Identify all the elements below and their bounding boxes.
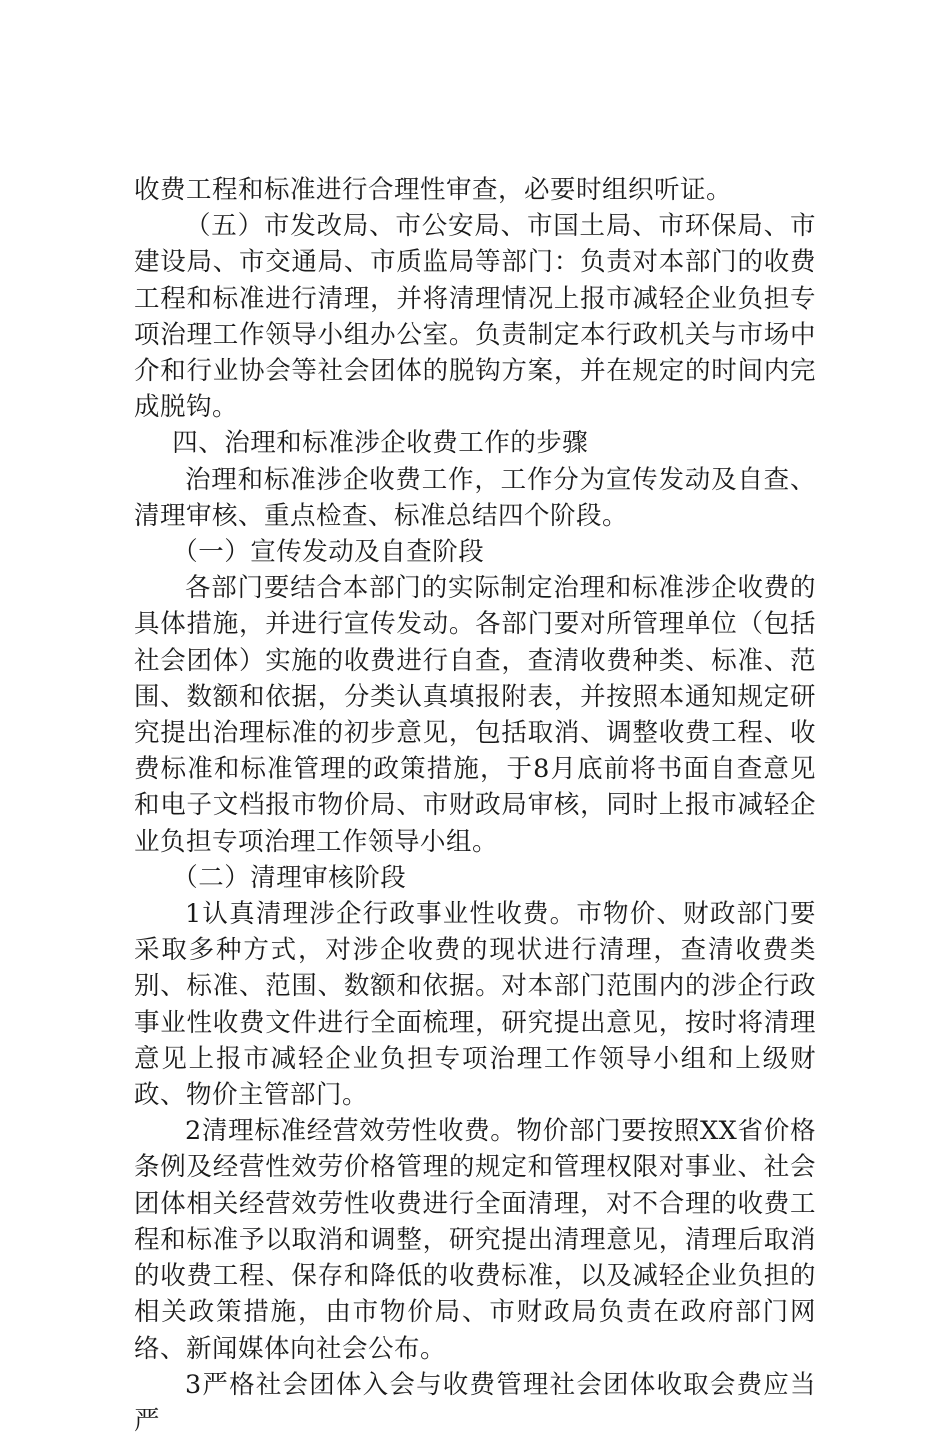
subheading-stage-2: （二）清理审核阶段: [172, 862, 407, 893]
section-heading-4: 四、治理和标准涉企收费工作的步骤: [172, 428, 589, 459]
document-body: [134, 172, 816, 1439]
paragraph-stage-1: 各部门要结合本部门的实际制定治理和标准涉企收费的具体措施，并进行宣传发动。各部门要对所管理单位（包括社会团体）实施的收费进行自查，查清收费种类、标准、范围、数额和依据，分类认真填报附表，并按照本通知规定研究提出治理标准的初步意见，包括取消、调整收费工程、收费标准和标准管理的政策措施，于8月底前将书面自查意见和电子文档报市物价局、市财政局审核，同时上报市减轻企业负担专项治理工作领导小组。: [134, 573, 816, 857]
paragraph-stage-2-item-1: 1认真清理涉企行政事业性收费。市物价、财政部门要采取多种方式，对涉企收费的现状进行清理，查清收费类别、标准、范围、数额和依据。对本部门范围内的涉企行政事业性收费文件进行全面梳理，研究提出意见，按时将清理意见上报市减轻企业负担专项治理工作领导小组和上级财政、物价主管部门。: [134, 899, 816, 1111]
paragraph-item-5: （五）市发改局、市公安局、市国土局、市环保局、市建设局、市交通局、市质监局等部门：负责对本部门的收费工程和标准进行清理，并将清理情况上报市减轻企业负担专项治理工作领导小组办公室。负责制定本行政机关与市场中介和行业协会等社会团体的脱钩方案，并在规定的时间内完成脱钩。: [134, 211, 816, 423]
subheading-stage-1: （一）宣传发动及自查阶段: [172, 537, 485, 568]
paragraph-stages-overview: 治理和标准涉企收费工作，工作分为宣传发动及自查、清理审核、重点检查、标准总结四个阶段。: [134, 464, 816, 531]
paragraph-continuation: 收费工程和标准进行合理性审查，必要时组织听证。: [134, 175, 733, 205]
paragraph-stage-2-item-3: 3严格社会团体入会与收费管理社会团体收取会费应当严: [134, 1369, 816, 1436]
paragraph-stage-2-item-2: 2清理标准经营效劳性收费。物价部门要按照XX省价格条例及经营性效劳价格管理的规定和管理权限对事业、社会团体相关经营效劳性收费进行全面清理，对不合理的收费工程和标准予以取消和调整，研究提出清理意见，清理后取消的收费工程、保存和降低的收费标准，以及减轻企业负担的相关政策措施，由市物价局、市财政局负责在政府部门网络、新闻媒体向社会公布。: [134, 1116, 816, 1364]
